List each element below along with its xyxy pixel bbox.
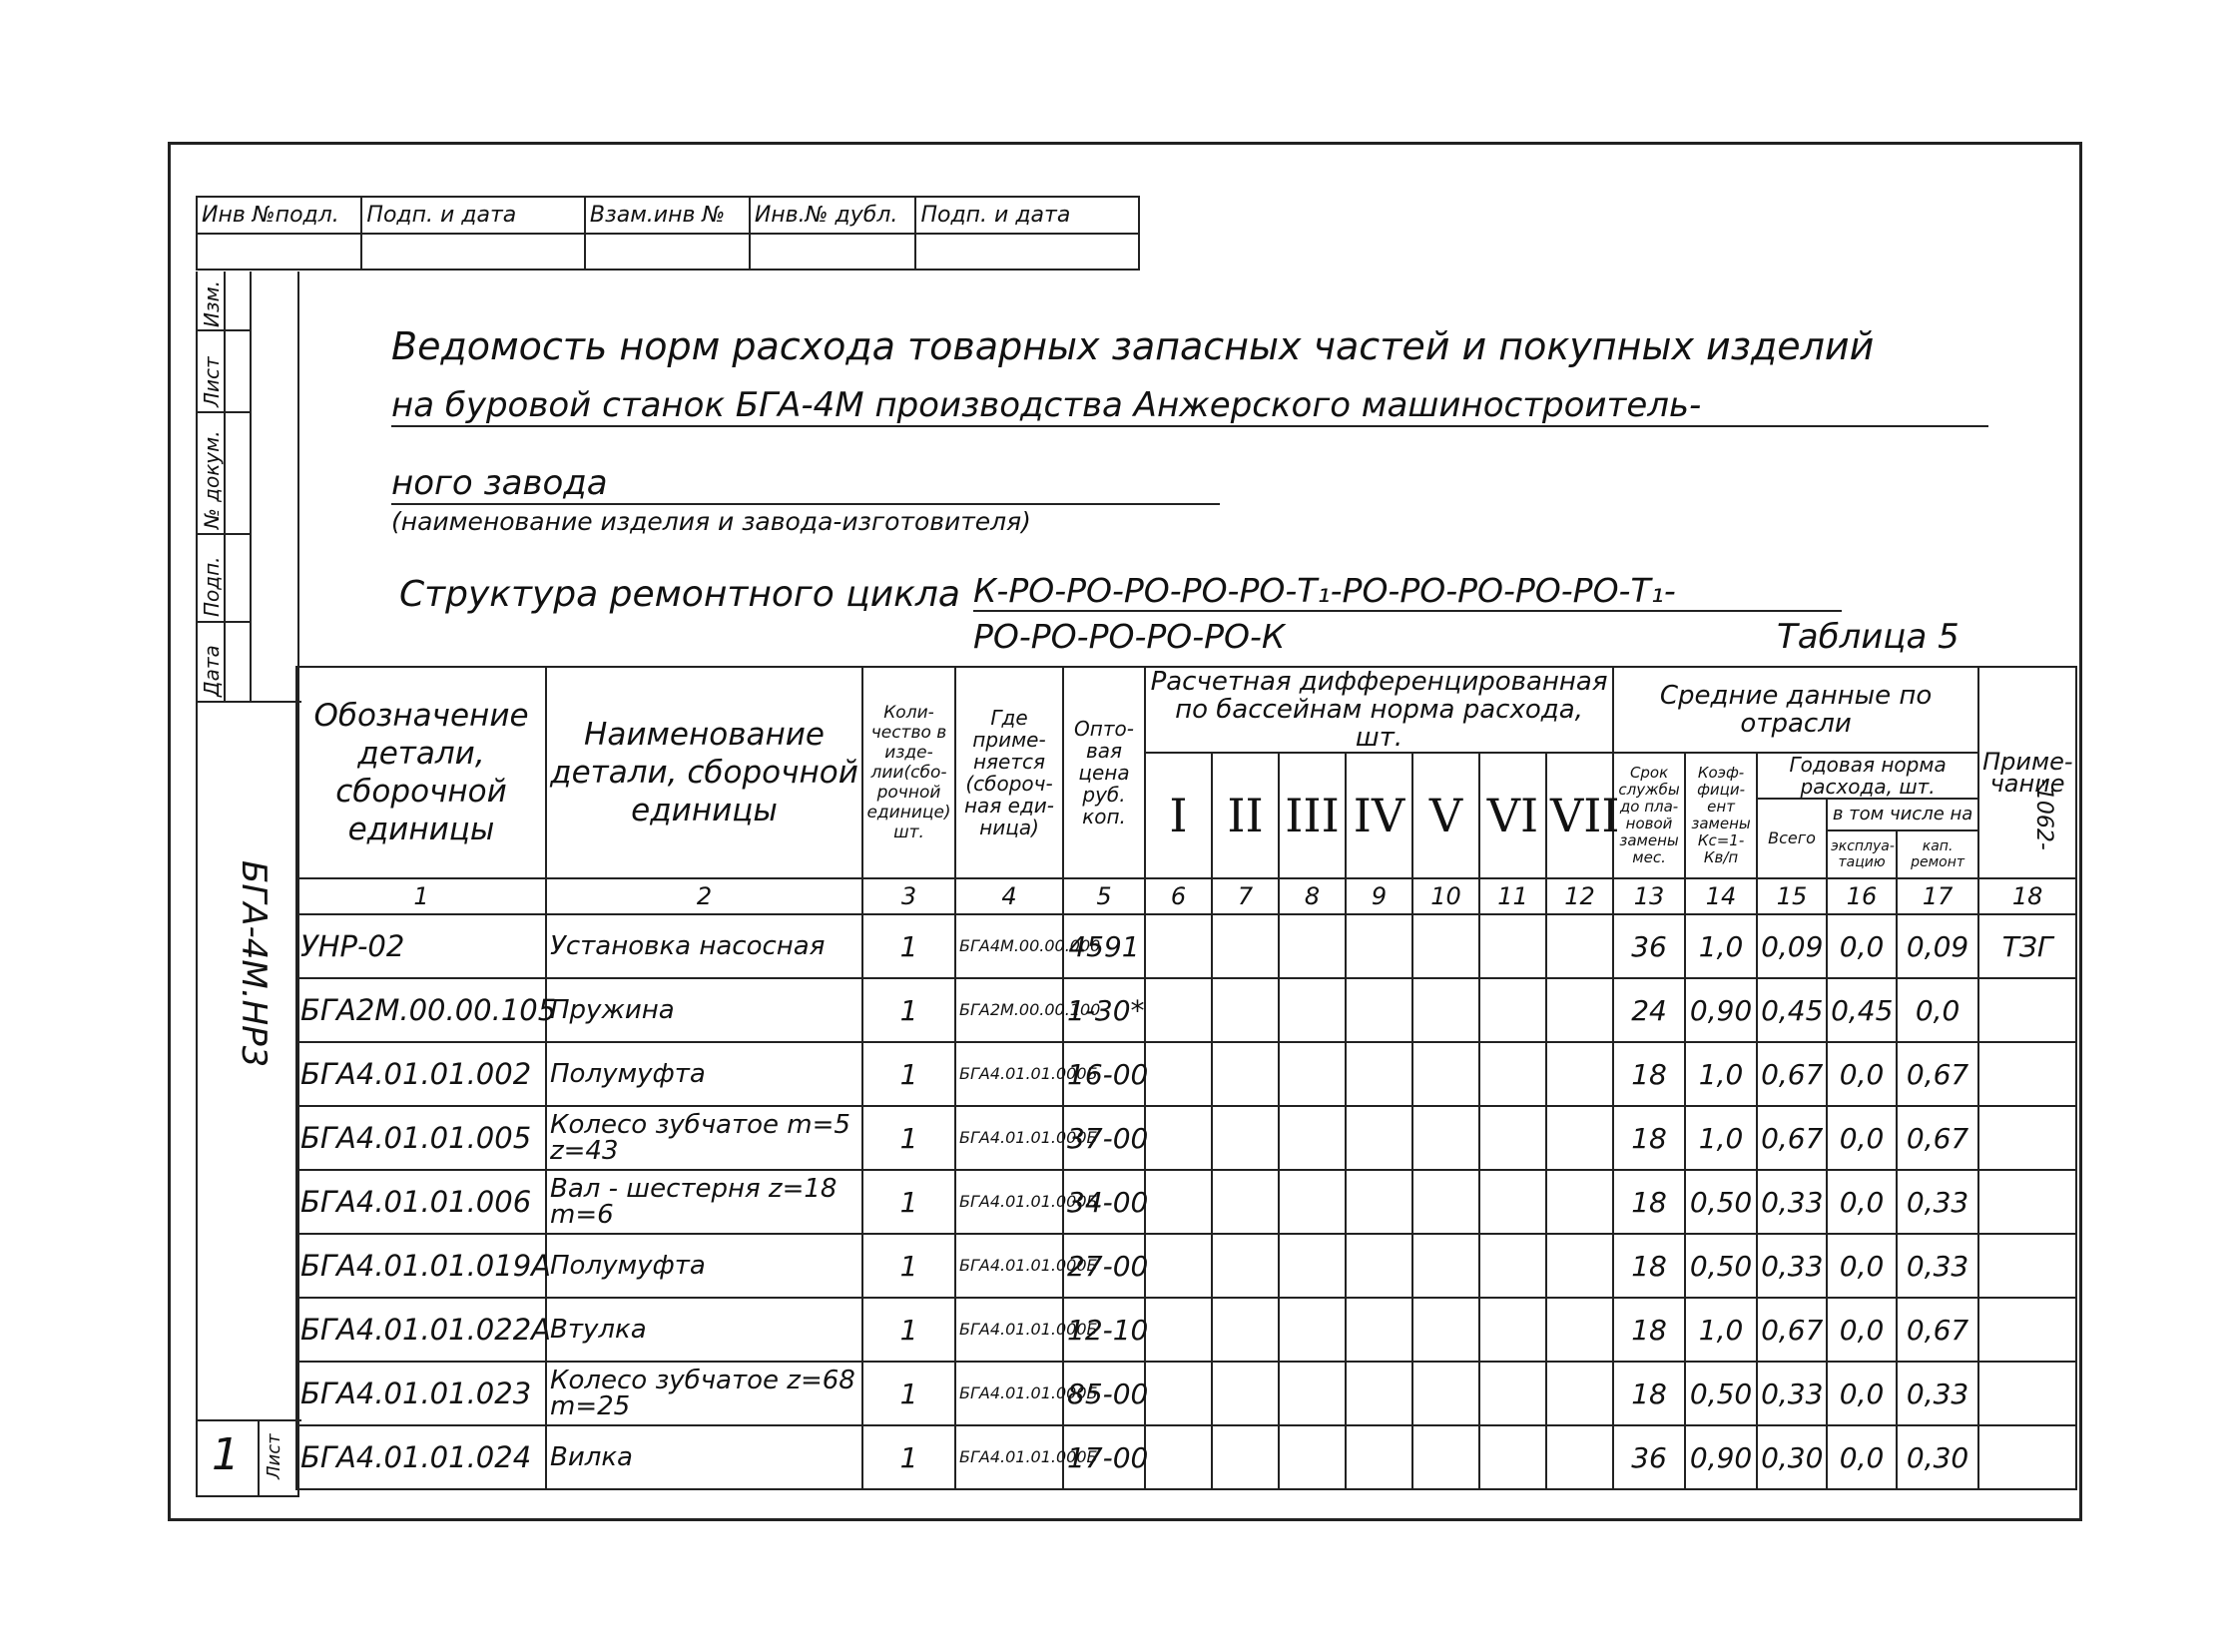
- repair-cell: 0,67: [1897, 1042, 1978, 1106]
- strip-label: № докум.: [200, 430, 224, 529]
- repair-cell: 0,33: [1897, 1362, 1978, 1425]
- note-cell: [1978, 1234, 2076, 1298]
- where-used-cell: БГА4.01.01.000Б: [955, 1425, 1063, 1489]
- coef-cell: 0,90: [1685, 1425, 1757, 1489]
- col-number-cell: 2: [546, 878, 862, 914]
- operation-cell: 0,0: [1827, 914, 1897, 978]
- total-cell: 0,67: [1757, 1298, 1827, 1362]
- part-name-cell: Втулка: [546, 1298, 862, 1362]
- price-cell: 12-10: [1063, 1298, 1145, 1362]
- basin-cell: [1412, 978, 1479, 1042]
- price-cell: 4591: [1063, 914, 1145, 978]
- basin-cell: [1546, 1298, 1613, 1362]
- qty-cell: 1: [862, 978, 955, 1042]
- col-number-cell: 5: [1063, 878, 1145, 914]
- stamp-empty-cell: [915, 234, 1139, 271]
- repair-cell: 0,30: [1897, 1425, 1978, 1489]
- basin-cell: [1346, 1170, 1412, 1234]
- basin-cell: [1346, 1234, 1412, 1298]
- strip-divider: [198, 329, 250, 331]
- col-number-cell: 16: [1827, 878, 1897, 914]
- cycle-label: Структура ремонтного цикла: [399, 574, 960, 615]
- service-life-cell: 18: [1613, 1042, 1685, 1106]
- basin-cell: [1212, 1170, 1279, 1234]
- part-name-cell: Вилка: [546, 1425, 862, 1489]
- note-cell: [1978, 1106, 2076, 1170]
- part-name-cell: Колесо зубчатое m=5 z=43: [546, 1106, 862, 1170]
- stamp-empty-cell: [585, 234, 750, 271]
- basin-cell: [1212, 1106, 1279, 1170]
- table-row: [296, 1106, 2076, 1170]
- note-cell: [1978, 1170, 2076, 1234]
- where-used-cell: БГА4.01.01.000Б: [955, 1298, 1063, 1362]
- strip-label: Подп.: [200, 556, 224, 617]
- stamp-cell: Инв №подл.: [197, 197, 361, 234]
- col-number-cell: 13: [1613, 878, 1685, 914]
- note-cell: [1978, 1298, 2076, 1362]
- part-code-cell: БГА4.01.01.002: [296, 1042, 546, 1106]
- coef-cell: 0,50: [1685, 1234, 1757, 1298]
- basin-cell: [1412, 1425, 1479, 1489]
- norms-table: [295, 666, 2077, 1490]
- basin-cell: [1479, 1362, 1546, 1425]
- basin-cell: [1145, 1362, 1212, 1425]
- basin-cell: [1212, 914, 1279, 978]
- service-life-cell: 18: [1613, 1106, 1685, 1170]
- price-cell: 17-00: [1063, 1425, 1145, 1489]
- basin-cell: [1212, 978, 1279, 1042]
- header-oper: эксплуа-тацию: [1827, 830, 1897, 878]
- basin-cell: [1145, 1042, 1212, 1106]
- coef-cell: 1,0: [1685, 1106, 1757, 1170]
- basin-cell: [1279, 1425, 1346, 1489]
- qty-cell: 1: [862, 1425, 955, 1489]
- part-name-cell: Установка насосная: [546, 914, 862, 978]
- header-basin: IV: [1346, 753, 1412, 878]
- stamp-cell: Взам.инв №: [585, 197, 750, 234]
- cycle-line2: РО-РО-РО-РО-РО-К: [973, 617, 1286, 656]
- table-row: [296, 1425, 2076, 1489]
- basin-cell: [1145, 1234, 1212, 1298]
- left-stamp-strip: [196, 272, 299, 1497]
- col-number-cell: 17: [1897, 878, 1978, 914]
- col-number-cell: 8: [1279, 878, 1346, 914]
- service-life-cell: 18: [1613, 1362, 1685, 1425]
- strip-label: Изм.: [200, 279, 224, 327]
- where-used-cell: БГА4.01.01.000Б: [955, 1106, 1063, 1170]
- note-cell: [1978, 1042, 2076, 1106]
- operation-cell: 0,0: [1827, 1234, 1897, 1298]
- basin-cell: [1145, 1170, 1212, 1234]
- header-price: Опто-вая цена руб. коп.: [1063, 667, 1145, 878]
- part-name-cell: Пружина: [546, 978, 862, 1042]
- qty-cell: 1: [862, 914, 955, 978]
- doc-code: БГА-4М.НР3: [234, 860, 274, 1068]
- doc-subtitle-line3: ного завода: [391, 463, 1220, 505]
- basin-cell: [1145, 978, 1212, 1042]
- operation-cell: 0,0: [1827, 1042, 1897, 1106]
- table-row: [296, 914, 2076, 978]
- basin-cell: [1212, 1234, 1279, 1298]
- doc-title: Ведомость норм расхода товарных запасных частей и покупных изделий: [391, 324, 1875, 368]
- note-cell: [1978, 1425, 2076, 1489]
- price-cell: 34-00: [1063, 1170, 1145, 1234]
- header-basin: I: [1145, 753, 1212, 878]
- header-basin: VI: [1479, 753, 1546, 878]
- repair-cell: 0,33: [1897, 1234, 1978, 1298]
- strip-divider: [198, 411, 250, 413]
- col-number-cell: 3: [862, 878, 955, 914]
- header-total: Всего: [1757, 799, 1827, 878]
- col-number-cell: 12: [1546, 878, 1613, 914]
- where-used-cell: БГА4.01.01.000Б: [955, 1362, 1063, 1425]
- table-row: [296, 1234, 2076, 1298]
- basin-cell: [1412, 1170, 1479, 1234]
- total-cell: 0,45: [1757, 978, 1827, 1042]
- header-where: Где приме-няется (сбороч-ная еди-ница): [955, 667, 1063, 878]
- coef-cell: 0,50: [1685, 1362, 1757, 1425]
- stamp-empty-cell: [361, 234, 585, 271]
- price-cell: 1-30*: [1063, 978, 1145, 1042]
- col-number-cell: 14: [1685, 878, 1757, 914]
- coef-cell: 1,0: [1685, 1042, 1757, 1106]
- strip-divider: [258, 1419, 260, 1497]
- repair-cell: 0,09: [1897, 914, 1978, 978]
- basin-cell: [1212, 1425, 1279, 1489]
- basin-cell: [1479, 1042, 1546, 1106]
- part-code-cell: БГА4.01.01.023: [296, 1362, 546, 1425]
- basin-cell: [1412, 1298, 1479, 1362]
- stamp-cell: Инв.№ дубл.: [750, 197, 916, 234]
- basin-cell: [1479, 914, 1546, 978]
- table-row: [296, 978, 2076, 1042]
- strip-divider: [198, 533, 250, 535]
- col-number-cell: 18: [1978, 878, 2076, 914]
- strip-label: Лист: [200, 356, 224, 407]
- operation-cell: 0,0: [1827, 1170, 1897, 1234]
- stamp-cell: Подп. и дата: [361, 197, 585, 234]
- basin-cell: [1212, 1042, 1279, 1106]
- basin-cell: [1279, 1234, 1346, 1298]
- basin-cell: [1546, 914, 1613, 978]
- basin-cell: [1279, 1170, 1346, 1234]
- col-number-cell: 6: [1145, 878, 1212, 914]
- coef-cell: 0,50: [1685, 1170, 1757, 1234]
- note-cell: [1978, 1362, 2076, 1425]
- basin-cell: [1346, 914, 1412, 978]
- basin-cell: [1279, 1106, 1346, 1170]
- part-code-cell: БГА4.01.01.024: [296, 1425, 546, 1489]
- qty-cell: 1: [862, 1170, 955, 1234]
- table-row: [296, 1042, 2076, 1106]
- repair-cell: 0,67: [1897, 1298, 1978, 1362]
- total-cell: 0,09: [1757, 914, 1827, 978]
- where-used-cell: БГА2М.00.00.100: [955, 978, 1063, 1042]
- qty-cell: 1: [862, 1234, 955, 1298]
- header-basin: III: [1279, 753, 1346, 878]
- part-name-cell: Полумуфта: [546, 1234, 862, 1298]
- col-number-cell: 15: [1757, 878, 1827, 914]
- basin-cell: [1479, 1106, 1546, 1170]
- doc-caption: (наименование изделия и завода-изготовителя): [391, 507, 1031, 536]
- basin-cell: [1479, 978, 1546, 1042]
- strip-divider: [250, 272, 252, 701]
- operation-cell: 0,0: [1827, 1425, 1897, 1489]
- coef-cell: 0,90: [1685, 978, 1757, 1042]
- total-cell: 0,33: [1757, 1362, 1827, 1425]
- part-name-cell: Вал - шестерня z=18 m=6: [546, 1170, 862, 1234]
- part-code-cell: БГА4.01.01.005: [296, 1106, 546, 1170]
- basin-cell: [1212, 1362, 1279, 1425]
- strip-divider: [198, 701, 301, 703]
- basin-cell: [1346, 1425, 1412, 1489]
- basin-cell: [1412, 1362, 1479, 1425]
- repair-cell: 0,67: [1897, 1106, 1978, 1170]
- header-basin: II: [1212, 753, 1279, 878]
- basin-cell: [1279, 1362, 1346, 1425]
- basin-cell: [1279, 1298, 1346, 1362]
- coef-cell: 1,0: [1685, 1298, 1757, 1362]
- basin-cell: [1546, 1042, 1613, 1106]
- basin-cell: [1412, 1106, 1479, 1170]
- basin-cell: [1279, 978, 1346, 1042]
- table-row: [296, 1170, 2076, 1234]
- header-repair: кап. ремонт: [1897, 830, 1978, 878]
- part-code-cell: БГА4.01.01.019А: [296, 1234, 546, 1298]
- basin-cell: [1279, 914, 1346, 978]
- strip-divider: [224, 272, 226, 701]
- basin-cell: [1546, 978, 1613, 1042]
- basin-cell: [1212, 1298, 1279, 1362]
- operation-cell: 0,45: [1827, 978, 1897, 1042]
- basin-cell: [1479, 1425, 1546, 1489]
- where-used-cell: БГА4М.00.00.000: [955, 914, 1063, 978]
- col-number-cell: 9: [1346, 878, 1412, 914]
- header-group-avg: Средние данные по отрасли: [1613, 667, 1978, 753]
- strip-label: Дата: [200, 645, 224, 697]
- col-number-cell: 4: [955, 878, 1063, 914]
- page-number: -1062-: [2031, 779, 2056, 850]
- basin-cell: [1479, 1170, 1546, 1234]
- service-life-cell: 36: [1613, 1425, 1685, 1489]
- basin-cell: [1412, 1234, 1479, 1298]
- sheet-label: Лист: [264, 1433, 284, 1479]
- strip-divider: [198, 621, 250, 623]
- header-service: Срок службы до пла-новой замены мес.: [1613, 753, 1685, 878]
- basin-cell: [1412, 914, 1479, 978]
- col-number-cell: 11: [1479, 878, 1546, 914]
- sheet-number: 1: [212, 1429, 240, 1480]
- basin-cell: [1546, 1234, 1613, 1298]
- coef-cell: 1,0: [1685, 914, 1757, 978]
- service-life-cell: 36: [1613, 914, 1685, 978]
- basin-cell: [1479, 1234, 1546, 1298]
- cycle-line1: К-РО-РО-РО-РО-РО-Т₁-РО-РО-РО-РО-РО-Т₁-: [973, 571, 1842, 612]
- top-stamp-table: [196, 196, 1140, 271]
- price-cell: 37-00: [1063, 1106, 1145, 1170]
- total-cell: 0,33: [1757, 1234, 1827, 1298]
- part-name-cell: Колесо зубчатое z=68 m=25: [546, 1362, 862, 1425]
- basin-cell: [1412, 1042, 1479, 1106]
- header-basin: V: [1412, 753, 1479, 878]
- stamp-empty-cell: [750, 234, 916, 271]
- basin-cell: [1346, 1298, 1412, 1362]
- where-used-cell: БГА4.01.01.000Б: [955, 1042, 1063, 1106]
- where-used-cell: БГА4.01.01.000Б: [955, 1170, 1063, 1234]
- service-life-cell: 18: [1613, 1234, 1685, 1298]
- strip-divider: [198, 1419, 301, 1421]
- repair-cell: 0,0: [1897, 978, 1978, 1042]
- table-row: [296, 1298, 2076, 1362]
- repair-cell: 0,33: [1897, 1170, 1978, 1234]
- part-name-cell: Полумуфта: [546, 1042, 862, 1106]
- basin-cell: [1346, 978, 1412, 1042]
- where-used-cell: БГА4.01.01.000Б: [955, 1234, 1063, 1298]
- header-note: Приме-чание: [1978, 667, 2076, 878]
- part-code-cell: БГА4.01.01.022А: [296, 1298, 546, 1362]
- service-life-cell: 18: [1613, 1170, 1685, 1234]
- header-name: Наименование детали, сборочной единицы: [546, 667, 862, 878]
- basin-cell: [1145, 1298, 1212, 1362]
- part-code-cell: УНР-02: [296, 914, 546, 978]
- basin-cell: [1546, 1170, 1613, 1234]
- service-life-cell: 24: [1613, 978, 1685, 1042]
- note-cell: [1978, 978, 2076, 1042]
- price-cell: 16-00: [1063, 1042, 1145, 1106]
- col-number-cell: 7: [1212, 878, 1279, 914]
- total-cell: 0,67: [1757, 1042, 1827, 1106]
- service-life-cell: 18: [1613, 1298, 1685, 1362]
- header-qty: Коли-чество в изде-лии(сбо-рочной единице) шт.: [862, 667, 955, 878]
- stamp-empty-cell: [197, 234, 361, 271]
- header-group-basins: Расчетная дифференцированная по бассейнам норма расхода, шт.: [1145, 667, 1613, 753]
- header-incl: в том числе на: [1827, 799, 1978, 830]
- basin-cell: [1145, 914, 1212, 978]
- qty-cell: 1: [862, 1298, 955, 1362]
- operation-cell: 0,0: [1827, 1362, 1897, 1425]
- table-label: Таблица 5: [1777, 617, 1960, 657]
- col-number-cell: 10: [1412, 878, 1479, 914]
- basin-cell: [1546, 1425, 1613, 1489]
- header-basin: VII: [1546, 753, 1613, 878]
- table-row: [296, 1362, 2076, 1425]
- total-cell: 0,30: [1757, 1425, 1827, 1489]
- basin-cell: [1546, 1362, 1613, 1425]
- total-cell: 0,67: [1757, 1106, 1827, 1170]
- basin-cell: [1546, 1106, 1613, 1170]
- col-number-cell: 1: [296, 878, 546, 914]
- part-code-cell: БГА2М.00.00.105: [296, 978, 546, 1042]
- price-cell: 27-00: [1063, 1234, 1145, 1298]
- qty-cell: 1: [862, 1042, 955, 1106]
- qty-cell: 1: [862, 1362, 955, 1425]
- header-group-annual: Годовая норма расхода, шт.: [1757, 753, 1978, 799]
- header-designation: Обозначение детали, сборочной единицы: [296, 667, 546, 878]
- operation-cell: 0,0: [1827, 1106, 1897, 1170]
- basin-cell: [1479, 1298, 1546, 1362]
- total-cell: 0,33: [1757, 1170, 1827, 1234]
- basin-cell: [1279, 1042, 1346, 1106]
- basin-cell: [1346, 1106, 1412, 1170]
- basin-cell: [1346, 1042, 1412, 1106]
- stamp-cell: Подп. и дата: [915, 197, 1139, 234]
- operation-cell: 0,0: [1827, 1298, 1897, 1362]
- basin-cell: [1145, 1106, 1212, 1170]
- header-coef: Коэф-фици-ент замены Кс=1-Кв/п: [1685, 753, 1757, 878]
- price-cell: 85-00: [1063, 1362, 1145, 1425]
- part-code-cell: БГА4.01.01.006: [296, 1170, 546, 1234]
- note-cell: ТЗГ: [1978, 914, 2076, 978]
- doc-subtitle-line2: на буровой станок БГА-4М производства Анжерского машиностроитель-: [391, 385, 1988, 427]
- qty-cell: 1: [862, 1106, 955, 1170]
- basin-cell: [1346, 1362, 1412, 1425]
- basin-cell: [1145, 1425, 1212, 1489]
